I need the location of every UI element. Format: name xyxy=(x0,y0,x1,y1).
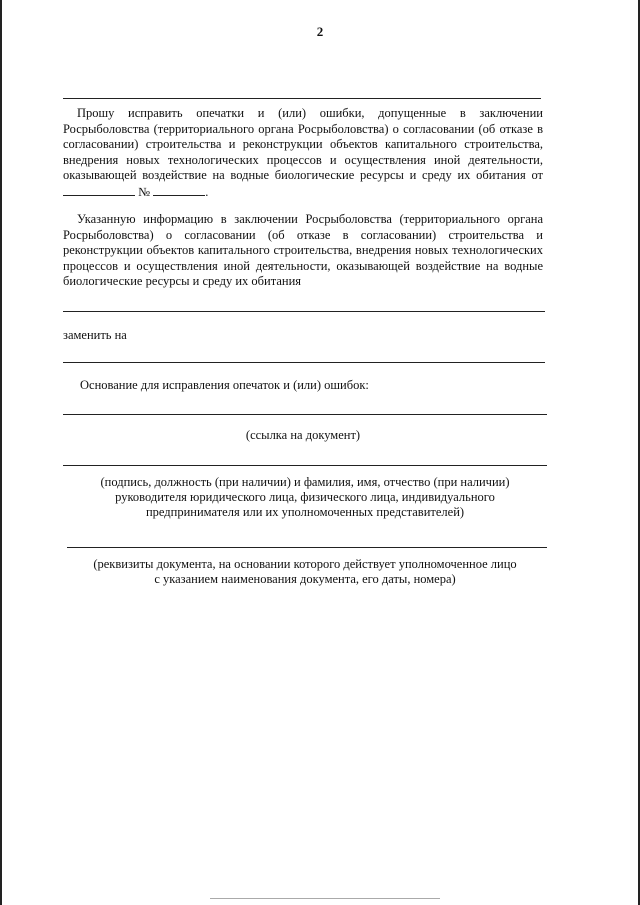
page-number: 2 xyxy=(316,24,324,39)
basis-label: Основание для исправления опечаток и (или) ошибок: xyxy=(80,378,369,392)
basis-fill-line[interactable] xyxy=(63,414,547,415)
document-link-caption: (ссылка на документ) xyxy=(245,428,361,442)
requisites-line[interactable] xyxy=(67,547,547,548)
scan-edge-left xyxy=(0,0,2,905)
number-sign: № xyxy=(138,184,151,199)
scan-bottom-mark xyxy=(210,898,440,899)
top-rule xyxy=(63,98,541,99)
info-paragraph xyxy=(63,212,543,290)
info-text: Указанную информацию в заключении Росрыболовства (территориального органа Росрыболовства) о согласовании (об отказе в согласовании) строительства и реконструкции объектов капитального строительства, внедрения новых технологических процессов и осуществления иной деятельности, оказывающей воздействие на водные биологические ресурсы и среду их обитания xyxy=(63,212,543,288)
info-fill-line[interactable] xyxy=(63,311,545,312)
replace-fill-line[interactable] xyxy=(63,362,545,363)
request-text: Прошу исправить опечатки и (или) ошибки, допущенные в заключении Росрыболовства (территориального органа Росрыболовства) о согласовании (об отказе в согласовании) строительства и реконструкции объектов капитального строительства, внедрения новых технологических процессов и осуществления иной деятельности, оказывающей воздействие на водные биологические ресурсы и среду их обитания от xyxy=(63,106,543,182)
date-blank[interactable] xyxy=(63,184,135,196)
replace-label: заменить на xyxy=(63,328,127,342)
signature-caption: (подпись, должность (при наличии) и фамилия, имя, отчество (при наличии) руководителя юридического лица, физического лица, индивидуального предпринимателя или их уполномоченных представителей) xyxy=(100,475,510,519)
requisites-caption: (реквизиты документа, на основании которого действует уполномоченное лицо с указанием наименования документа, его даты, номера) xyxy=(93,557,517,586)
signature-line[interactable] xyxy=(63,465,547,466)
request-paragraph: Прошу исправить опечатки и (или) ошибки, допущенные в заключении Росрыболовства (территориального органа Росрыболовства) о согласовании (об отказе в согласовании) строительства и реконструкции объектов капитального строительства, внедрения новых технологических процессов и осуществления иной деятельности, оказывающей воздействие на водные биологические ресурсы и среду их обитания от № . xyxy=(63,106,543,199)
number-blank[interactable] xyxy=(153,184,205,196)
